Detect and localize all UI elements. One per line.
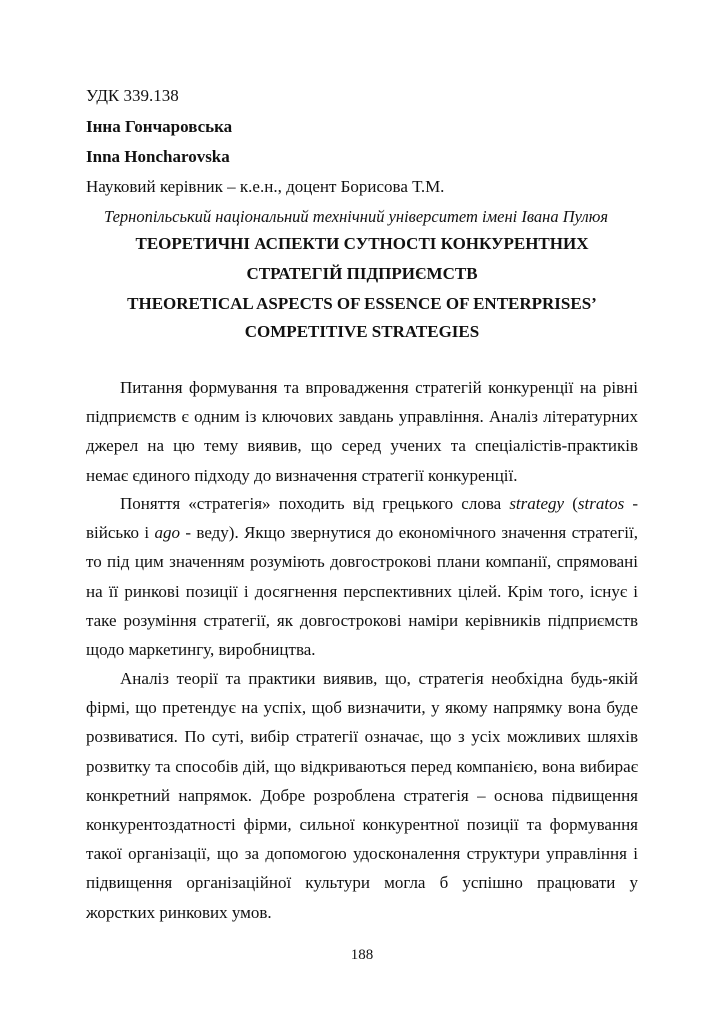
body-paragraph-2 [86, 489, 638, 664]
title-ua-line-1: ТЕОРЕТИЧНІ АСПЕКТИ СУТНОСТІ КОНКУРЕНТНИХ [135, 234, 589, 253]
term-stratos: stratos [577, 494, 625, 513]
body-paragraph-3: Аналіз теорії та практики виявив, що, стратегія необхідна будь-якій фірмі, що претендує на успіх, щоб визначити, у якому напрямку вона буде розвиватися. По суті, вибір стратегії означає, що з усіх можливих шляхів розвитку та способів дій, що відкриваються перед компанією, вона вибирає конкретний напрямок. Добре розроблена стратегія – основа підвищення конкурентоздатності фірми, сильної конкурентної позиції та формування такої організації, що за допомогою удосконалення структури управління і підвищення організаційної культури могла б успішно працювати у жорстких ринкових умов. [86, 669, 638, 922]
author-name-ua: Інна Гончаровська [86, 117, 233, 136]
title-ua-line-2: СТРАТЕГІЙ ПІДПРИЄМСТВ [246, 264, 478, 283]
body-paragraph-1: Питання формування та впровадження стратегій конкуренції на рівні підприємств є одним із ключових завдань управління. Аналіз літературних джерел на цю тему виявив, що серед учених та спеціалістів-практиків немає єдиного підходу до визначення стратегії конкуренції. [86, 378, 638, 485]
term-strategy: strategy [509, 494, 565, 513]
term-ago: ago [154, 523, 180, 543]
paragraph-2-text-b: ( [564, 494, 578, 513]
paragraph-2-text-d: - веду). Якщо звернутися до економічного значення стратегії, то під цим значенням розуміють довгострокові плани компанії, спрямовані на її ринкові позиції і досягнення перспективних цілей. Крім того, існує і таке розуміння стратегії, як довгострокові наміри керівників підприємств щодо маркетингу, виробництва. [86, 523, 638, 660]
title-en-line-2: COMPETITIVE STRATEGIES [244, 322, 480, 341]
title-en-line-1: THEORETICAL ASPECTS OF ESSENCE OF ENTERPRISES’ [127, 294, 597, 313]
paragraph-2-text-a: Поняття «стратегія» походить від грецького слова [120, 494, 510, 513]
affiliation: Тернопільський національний технічний університет імені Івана Пулюя [104, 207, 609, 226]
page-number: 188 [350, 947, 374, 963]
scientific-supervisor: Науковий керівник – к.е.н., доцент Борисова Т.М. [86, 177, 445, 196]
udk-code: УДК 339.138 [86, 86, 179, 105]
paragraph-2-text-c: - військо і [86, 494, 639, 543]
author-name-en: Inna Honcharovska [86, 147, 230, 166]
